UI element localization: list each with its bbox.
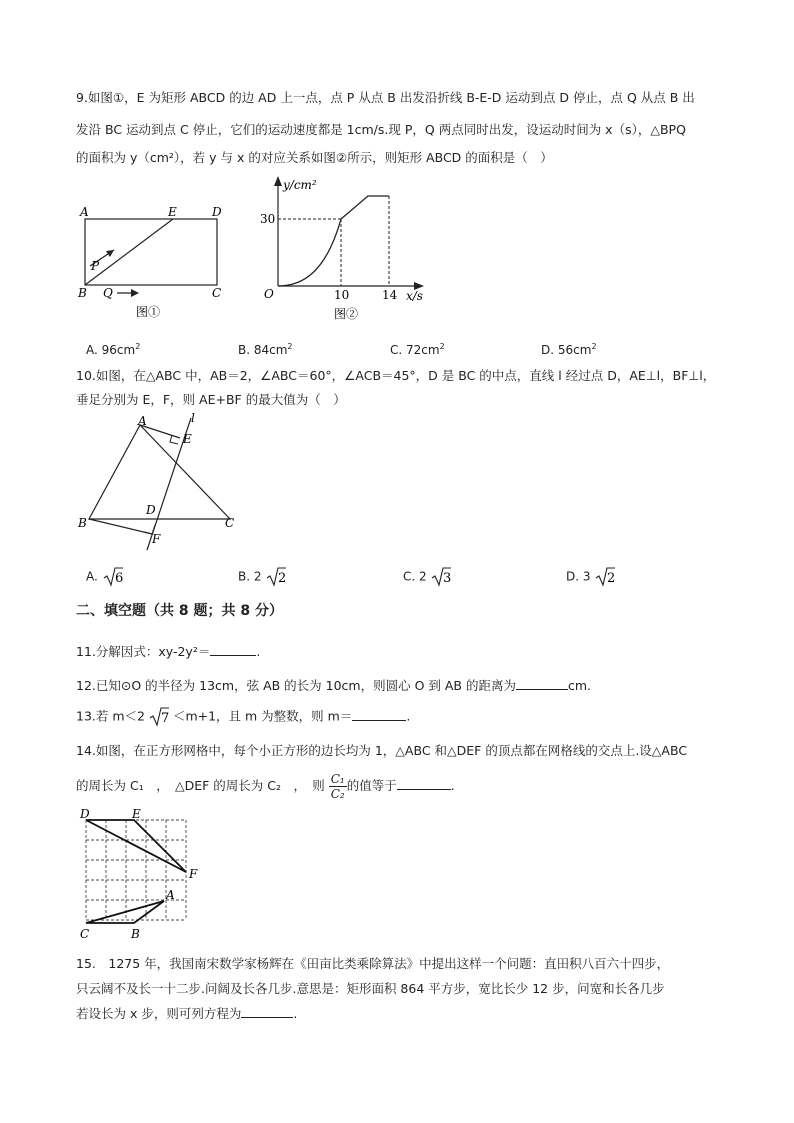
dashed-grid	[86, 820, 186, 920]
arrow-q-head	[131, 289, 139, 297]
svg-text:3: 3	[443, 571, 452, 586]
caption-fig2: 图②	[334, 307, 359, 321]
q10-option-d[interactable]: D. 3 2	[566, 566, 616, 588]
fraction-c1-c2: $\frac{\text{C₁}}{\text{C₂}}$	[330, 772, 345, 801]
q9-option-b[interactable]: B. $84cm^2$	[238, 342, 293, 357]
label-p: P	[91, 259, 100, 273]
label-a: A	[80, 205, 89, 219]
q15-line2: 只云阔不及长一十二步.问阔及长各几步.意思是：矩形面积 864 平方步，宽比长少 12 步，问宽和长各几步	[76, 981, 665, 996]
q9-option-d[interactable]: D. $56cm^2$	[541, 342, 597, 357]
label-a: A	[138, 414, 147, 428]
svg-text:2: 2	[607, 571, 616, 586]
q11-answer-blank[interactable]	[210, 643, 256, 656]
q10-line1: 10.如图，在△ABC 中，AB＝2，∠ABC＝60°，∠ACB＝45°，D 是 BC 的中点，直线 l 经过点 D，AE⊥l，BF⊥l，	[76, 368, 716, 383]
label-e: E	[132, 808, 141, 821]
q14-answer-blank[interactable]	[397, 777, 451, 790]
sqrt-2	[594, 566, 616, 588]
q9-option-a[interactable]: A. $96cm^2$	[86, 342, 141, 357]
label-d: D	[146, 503, 156, 517]
segment-be	[85, 219, 173, 285]
label-d: D	[212, 205, 222, 219]
svg-text:7: 7	[160, 711, 169, 726]
q9-line2: 发沿 BC 运动到点 C 停止，它们的运动速度都是 1cm/s.现 P，Q 两点同时出发，设运动时间为 x（s），△BPQ	[76, 122, 686, 137]
svg-text:2: 2	[278, 571, 287, 586]
label-f: F	[152, 532, 161, 546]
arrow-p-head	[106, 250, 114, 257]
ytick-30: 30	[260, 212, 276, 226]
xtick-14: 14	[382, 288, 398, 302]
q10-option-a[interactable]: A. 6	[86, 566, 124, 588]
svg-text:6: 6	[114, 571, 123, 586]
origin-label: O	[264, 287, 274, 301]
sqrt-3	[430, 566, 452, 588]
q13-answer-blank[interactable]	[352, 708, 406, 721]
q11: 11.分解因式：xy-2y²＝ .	[76, 644, 261, 659]
q12-answer-blank[interactable]	[516, 677, 568, 690]
label-f: F	[189, 867, 198, 881]
caption-fig1: 图①	[136, 305, 161, 319]
q9-figure-1	[72, 200, 232, 325]
y-label: y/cm²	[283, 178, 317, 192]
sqrt-2	[265, 566, 287, 588]
label-e: E	[168, 205, 177, 219]
q15-answer-blank[interactable]	[241, 1005, 293, 1018]
triangle-def	[86, 820, 186, 872]
q14-grid-figure	[76, 808, 206, 943]
q14-line1: 14.如图，在正方形网格中，每个小正方形的边长均为 1，△ABC 和△DEF 的顶点都在网格线的交点上.设△ABC	[76, 743, 688, 758]
rectangle-abcd	[85, 219, 217, 285]
label-b: B	[78, 516, 87, 530]
label-q: Q	[103, 286, 113, 300]
label-e: E	[183, 432, 192, 446]
label-b: B	[78, 286, 87, 300]
label-c: C	[80, 927, 90, 941]
label-b: B	[131, 927, 140, 941]
line-segment	[341, 196, 389, 219]
curve-segment	[278, 219, 341, 286]
q9-line1: 9.如图①，E 为矩形 ABCD 的边 AD 上一点，点 P 从点 B 出发沿折线 B-E-D 运动到点 D 停止，点 Q 从点 B 出	[76, 90, 695, 105]
q9-option-c[interactable]: C. $72cm^2$	[390, 342, 445, 357]
q9-line3: 的面积为 y（cm²），若 y 与 x 的对应关系如图②所示，则矩形 ABCD 的面积是（ ）	[76, 150, 553, 165]
q9-figure-2	[258, 172, 438, 327]
q15-line3: 若设长为 x 步，则可列方程为 .	[76, 1006, 298, 1021]
label-l: l	[191, 411, 195, 425]
q13: 13.若 m＜2 7 ＜m+1，且 m 为整数，则 m＝ .	[76, 706, 410, 728]
q10-figure	[72, 410, 247, 555]
q14-line2: 的周长为 C₁ ， △DEF 的周长为 C₂ ， 则 $\frac{\text{C₁}}{\text{C₂}}$ 的值等于 .	[76, 772, 455, 801]
label-d: D	[80, 808, 90, 821]
label-c: C	[225, 516, 235, 530]
q10-option-c[interactable]: C. 2 3	[403, 566, 452, 588]
q10-line2: 垂足分别为 E，F，则 AE+BF 的最大值为（ ）	[76, 392, 346, 407]
q10-option-b[interactable]: B. 2 2	[238, 566, 287, 588]
xtick-10: 10	[334, 288, 350, 302]
sqrt-7	[149, 706, 169, 728]
section-title: 二、填空题（共 8 题；共 8 分）	[76, 603, 283, 619]
sqrt-6	[102, 566, 124, 588]
label-a: A	[166, 888, 175, 902]
y-axis-arrow	[274, 176, 282, 186]
q15-line1: 15. 1275 年，我国南宋数学家杨辉在《田亩比类乘除算法》中提出这样一个问题：直田积八百六十四步，	[76, 956, 670, 971]
q12: 12.已知⊙O 的半径为 13cm，弦 AB 的长为 10cm，则圆心 O 到 AB 的距离为 cm.	[76, 678, 591, 693]
segment-bf	[89, 519, 152, 534]
label-c: C	[212, 286, 222, 300]
x-label: x/s	[406, 289, 423, 303]
triangle-abc	[89, 425, 230, 519]
